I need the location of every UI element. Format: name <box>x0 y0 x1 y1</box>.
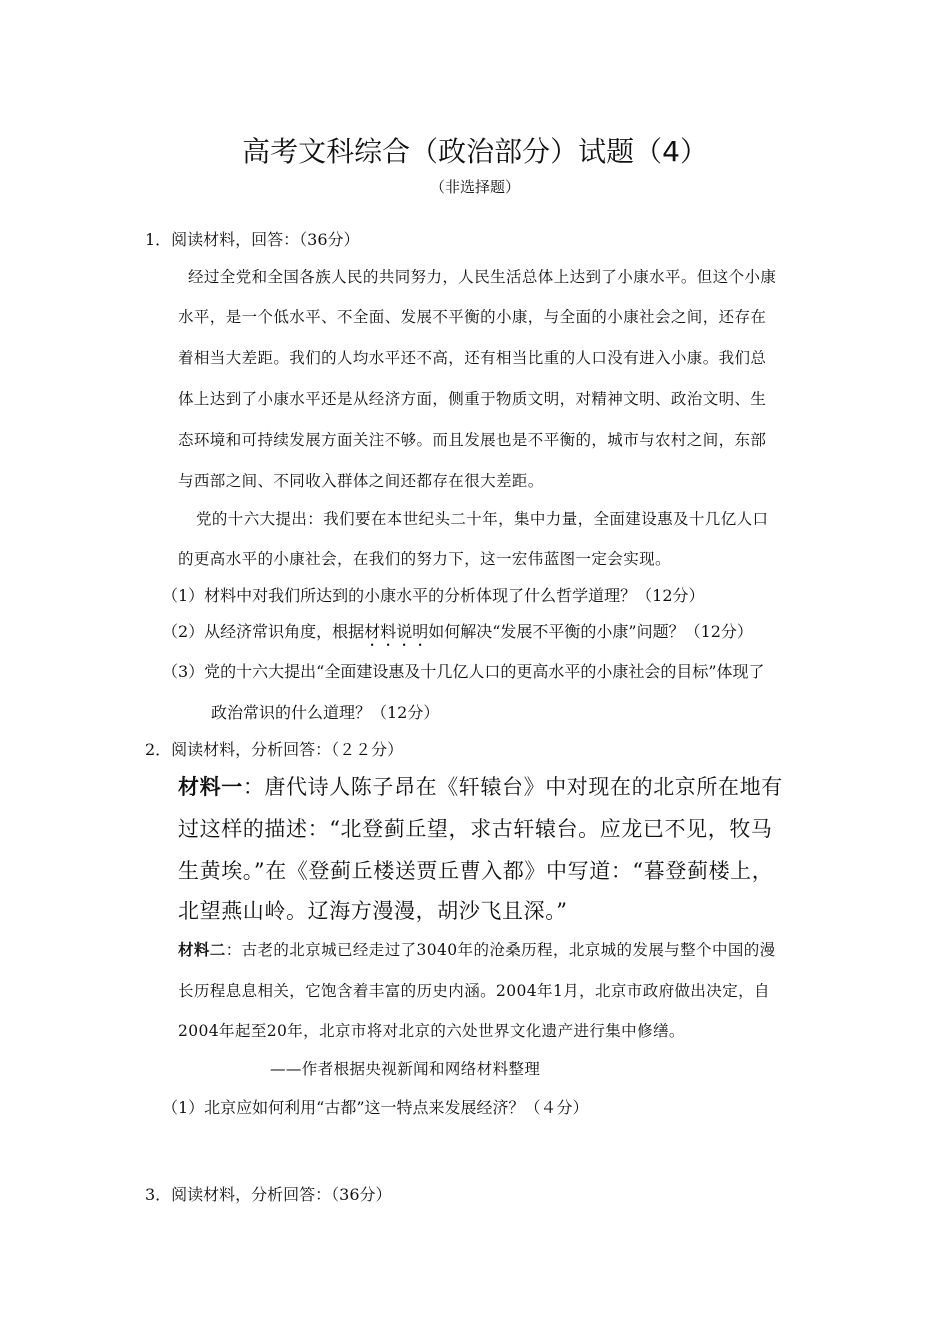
q1-material-line: 与西部之间、不同收入群体之间还都存在很大差距。 <box>178 472 544 490</box>
q2-material2-text: ：古老的北京城已经走过了3040年的沧桑历程，北京城的发展与整个中国的漫 <box>225 941 776 959</box>
q1-subquestion-3-line2: 政治常识的什么道理？（12分） <box>211 703 440 722</box>
q1-material-line: 态环境和可持续发展方面关注不够。而且发展也是不平衡的，城市与农村之间，东部 <box>178 431 767 449</box>
q2-material1-line <box>178 771 783 801</box>
q2-material1-line: 过这样的描述：“北登蓟丘望，求古轩辕台。应龙已不见，牧马 <box>178 817 773 841</box>
q1-material-line: 着相当大差距。我们的人均水平还不高，还有相当比重的人口没有进入小康。我们总 <box>178 349 767 367</box>
q2-material1-text: ：唐代诗人陈子昂在《轩辕台》中对现在的北京所在地有 <box>242 775 783 799</box>
q3-heading: 3．阅读材料，分析回答：（36分） <box>145 1185 392 1204</box>
q1-subquestion-1: （1）材料中对我们所达到的小康水平的分析体现了什么哲学道理？（12分） <box>162 586 705 605</box>
q1-subquestion-2 <box>162 619 753 650</box>
q1-heading: 1．阅读材料，回答：（36分） <box>145 230 360 249</box>
q2-source: ——作者根据央视新闻和网络材料整理 <box>270 1060 541 1078</box>
page-title: 高考文科综合（政治部分）试题（4） <box>242 135 708 168</box>
q2-material2-label: 材料二 <box>178 940 226 959</box>
q1-subquestion-3-line1: （3）党的十六大提出“全面建设惠及十几亿人口的更高水平的小康社会的目标”体现了 <box>162 662 765 681</box>
q2-subquestion-1: （1）北京应如何利用“古都”这一特点来发展经济？（４分） <box>162 1098 589 1117</box>
page-subtitle: （非选择题） <box>429 178 520 196</box>
q1-material-line: 的更高水平的小康社会，在我们的努力下，这一宏伟蓝图一定会实现。 <box>178 550 671 568</box>
q1-material-line: 水平，是一个低水平、不全面、发展不平衡的小康，与全面的小康社会之间，还存在 <box>178 308 767 326</box>
q1-material-line: 党的十六大提出：我们要在本世纪头二十年，集中力量，全面建设惠及十几亿人口 <box>196 510 769 528</box>
q2-material2-line: 2004年起至20年，北京市将对北京的六处世界文化遗产进行集中修缮。 <box>178 1022 685 1040</box>
q1-material-line: 体上达到了小康水平还是从经济方面，侧重于物质文明，对精神文明、政治文明、生 <box>178 390 767 408</box>
q2-heading: 2．阅读材料，分析回答：（２２分） <box>145 740 404 759</box>
q2-material1-label: 材料一 <box>178 774 243 799</box>
q2-material1-line: 生黄埃。”在《登蓟丘楼送贾丘曹入都》中写道：“暮登蓟楼上， <box>178 859 774 883</box>
q1-sub2-emphasis: 材料说明 <box>364 622 429 641</box>
q2-material2-line <box>178 938 776 960</box>
q2-material2-line: 长历程息息相关，它饱含着丰富的历史内涵。2004年1月，北京市政府做出决定，自 <box>178 982 770 1000</box>
q1-sub2-pre: （2）从经济常识角度，根据 <box>162 622 365 641</box>
q1-sub2-post: 如何解决“发展不平衡的小康”问题？（12分） <box>428 622 753 641</box>
q1-material-line: 经过全党和全国各族人民的共同努力，人民生活总体上达到了小康水平。但这个小康 <box>188 268 777 286</box>
q2-material1-line: 北望燕山岭。辽海方漫漫，胡沙飞且深。” <box>178 899 568 923</box>
